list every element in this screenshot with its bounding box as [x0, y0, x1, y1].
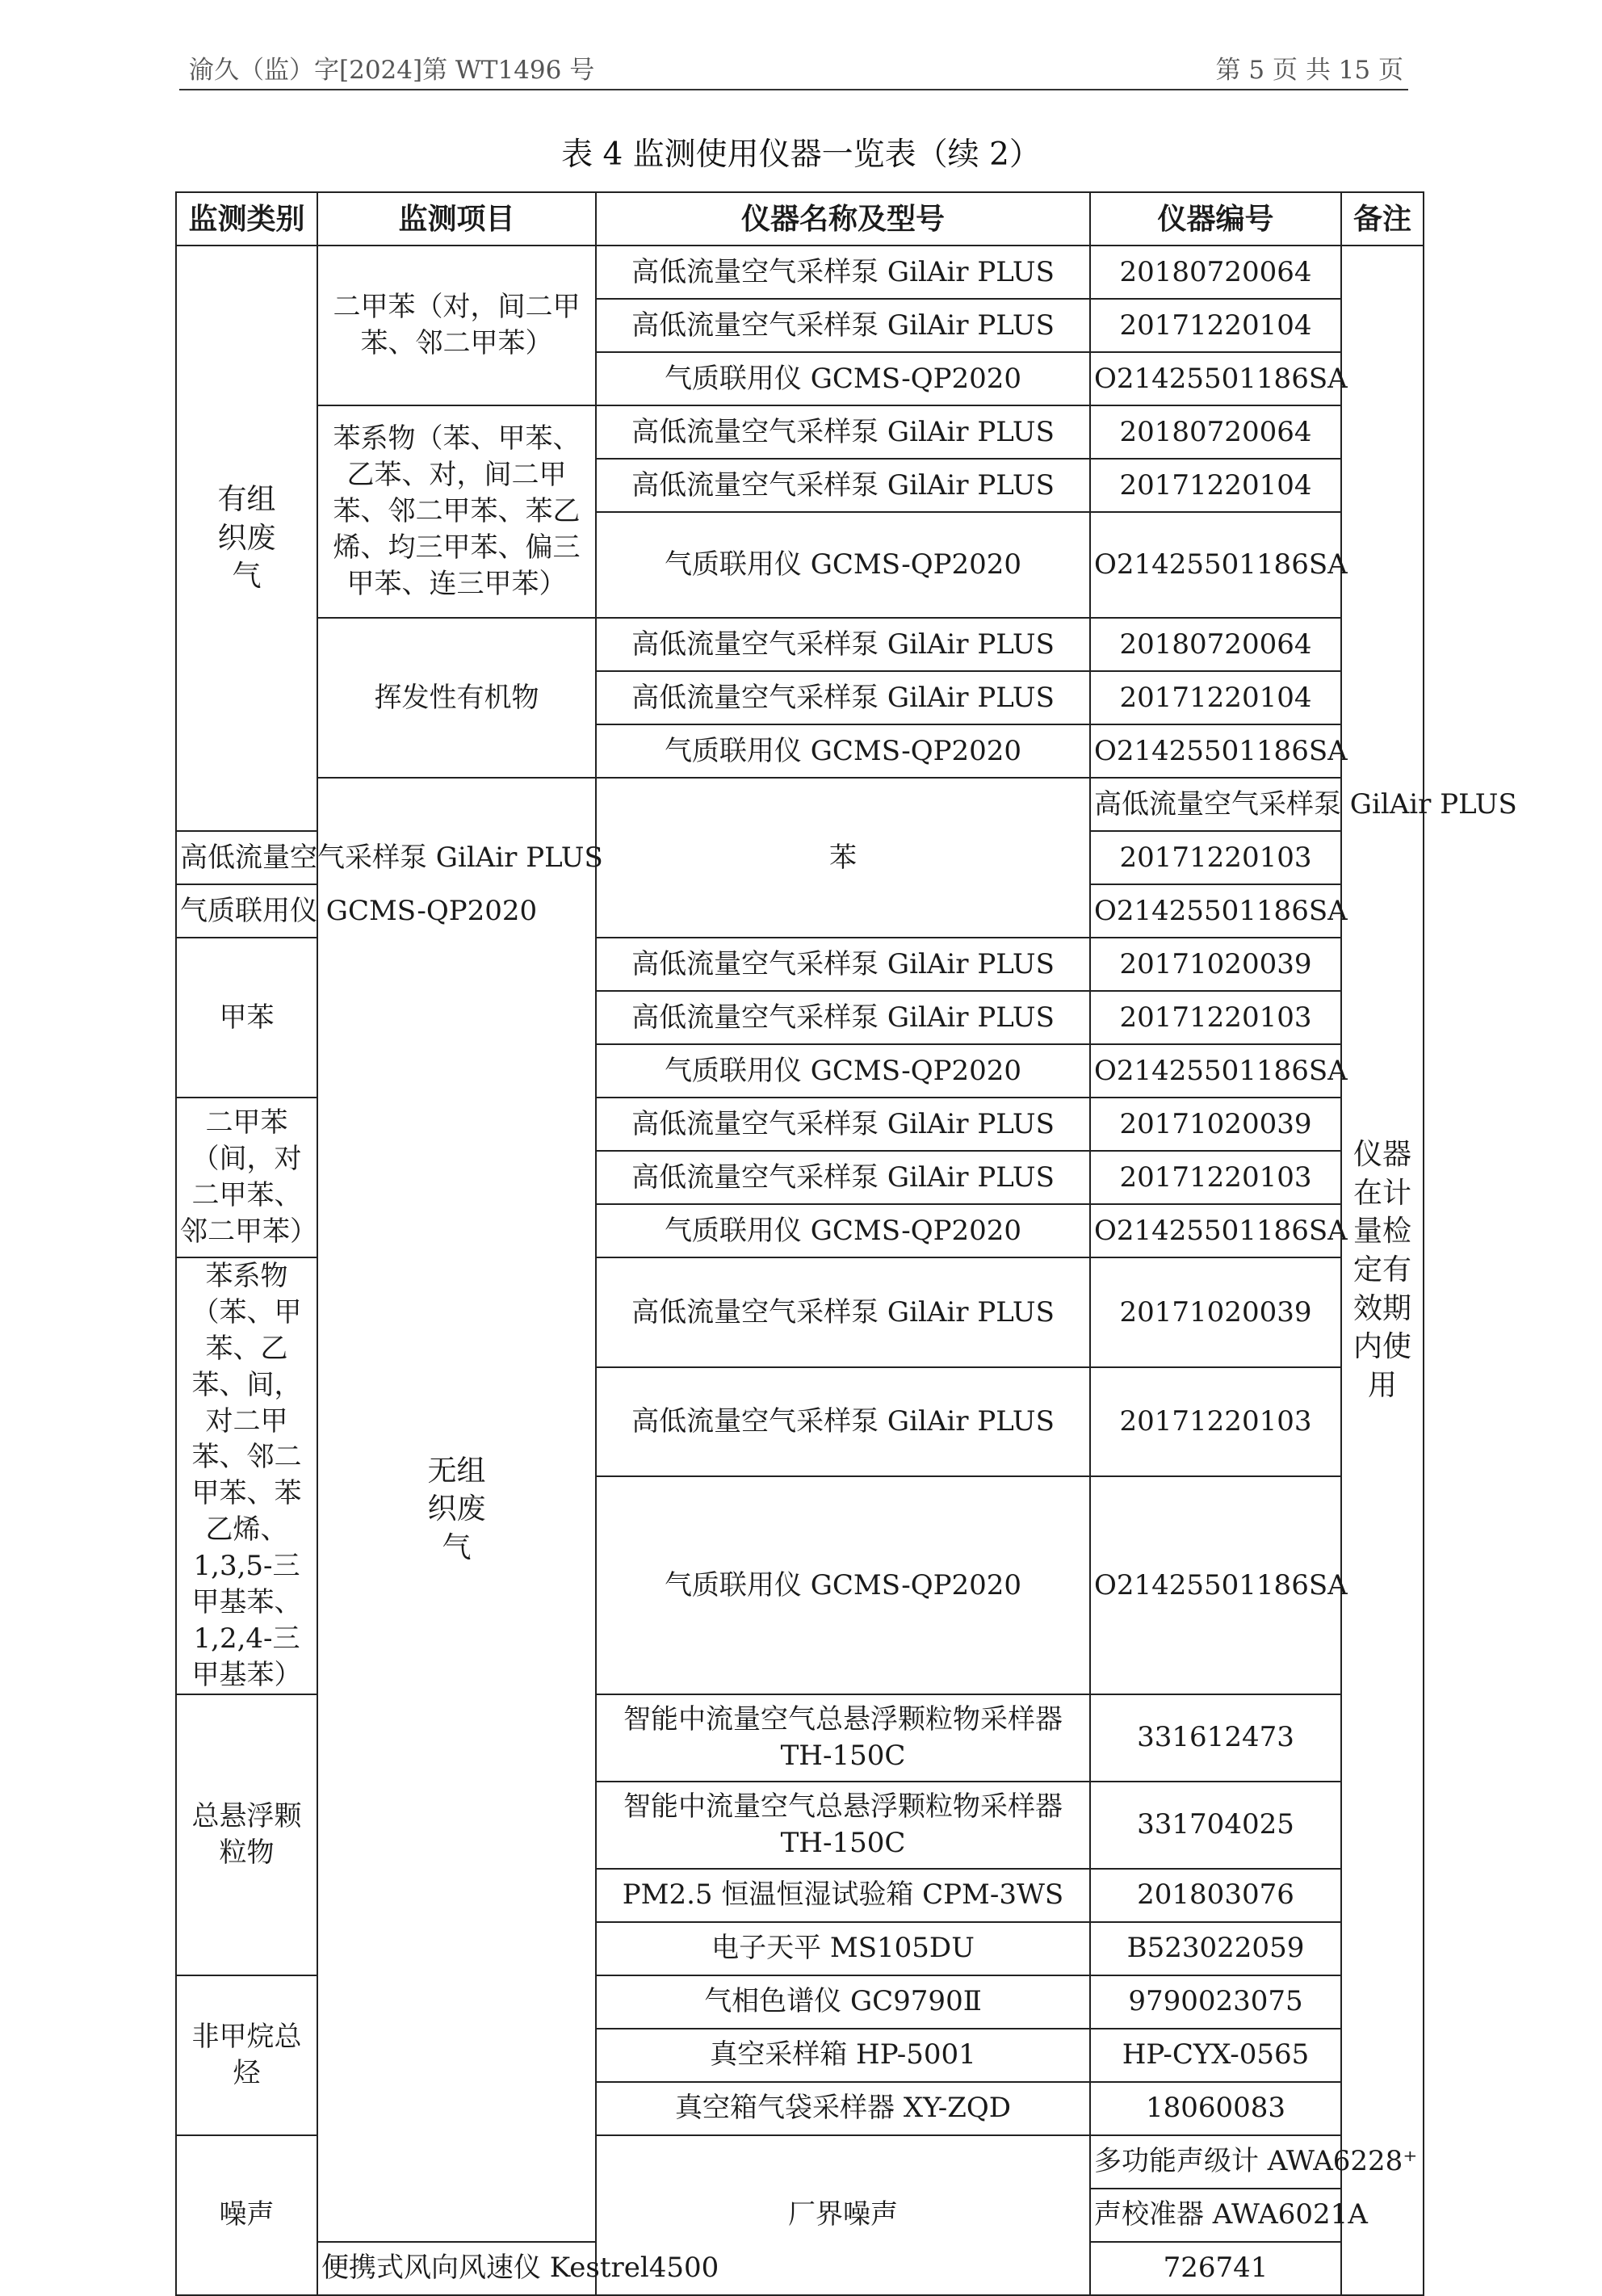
instrument-cell: 高低流量空气采样泵 GilAir PLUS: [596, 671, 1090, 724]
instrument-cell: 高低流量空气采样泵 GilAir PLUS: [596, 618, 1090, 671]
number-cell: 20171220104: [1090, 299, 1341, 352]
category-cell: 噪声: [176, 2135, 317, 2295]
instrument-cell: 气质联用仪 GCMS-QP2020: [596, 1204, 1090, 1257]
number-cell: 20171220104: [1090, 671, 1341, 724]
instrument-cell: 高低流量空气采样泵 GilAir PLUS: [596, 1257, 1090, 1367]
column-header-instrument: 仪器名称及型号: [596, 192, 1090, 246]
instrument-cell: 气质联用仪 GCMS-QP2020: [176, 884, 317, 938]
column-header-item: 监测项目: [317, 192, 596, 246]
number-cell: O21425501186SA: [1090, 512, 1341, 618]
instrument-cell: 智能中流量空气总悬浮颗粒物采样器 TH-150C: [596, 1782, 1090, 1869]
page-indicator: 第 5 页 共 15 页: [1215, 56, 1403, 85]
column-header-remark: 备注: [1341, 192, 1424, 246]
instrument-cell: 高低流量空气采样泵 GilAir PLUS: [176, 831, 317, 884]
instrument-cell: 气质联用仪 GCMS-QP2020: [596, 724, 1090, 778]
number-cell: 20180720064: [1090, 246, 1341, 299]
table-row: [176, 405, 1424, 459]
item-cell: 甲苯: [176, 938, 317, 1098]
item-cell: 二甲苯（间，对二甲苯、邻二甲苯）: [176, 1098, 317, 1257]
number-cell: 20180720064: [1090, 618, 1341, 671]
instrument-cell: 气相色谱仪 GC9790Ⅱ: [596, 1975, 1090, 2029]
instrument-cell: 多功能声级计 AWA6228⁺: [1090, 2135, 1341, 2189]
number-cell: 20171220103: [1090, 1151, 1341, 1204]
instrument-cell: 声校准器 AWA6021A: [1090, 2189, 1341, 2242]
instrument-cell: 高低流量空气采样泵 GilAir PLUS: [596, 405, 1090, 459]
column-header-number: 仪器编号: [1090, 192, 1341, 246]
instrument-cell: 真空箱气袋采样器 XY-ZQD: [596, 2082, 1090, 2135]
table-title: 表 4 监测使用仪器一览表（续 2）: [561, 136, 1041, 173]
instrument-cell: 智能中流量空气总悬浮颗粒物采样器 TH-150C: [596, 1694, 1090, 1782]
table-row: [176, 618, 1424, 671]
number-cell: O21425501186SA: [1090, 1204, 1341, 1257]
instrument-table: [175, 191, 1517, 2296]
item-cell: 苯系物（苯、甲苯、乙苯、间，对二甲苯、邻二甲苯、苯乙烯、1,3,5-三甲基苯、1,2,4-三甲基苯）: [176, 1257, 317, 1694]
instrument-cell: PM2.5 恒温恒湿试验箱 CPM-3WS: [596, 1869, 1090, 1922]
instrument-cell: 高低流量空气采样泵 GilAir PLUS: [596, 246, 1090, 299]
instrument-cell: 高低流量空气采样泵 GilAir PLUS: [596, 1151, 1090, 1204]
item-cell: 厂界噪声: [596, 2135, 1090, 2295]
item-cell: 非甲烷总烃: [176, 1975, 317, 2135]
number-cell: O21425501186SA: [1090, 884, 1341, 938]
instrument-cell: 高低流量空气采样泵 GilAir PLUS: [596, 459, 1090, 512]
number-cell: 331612473: [1090, 1694, 1341, 1782]
number-cell: 20171220103: [1090, 1367, 1341, 1477]
report-number: 渝久（监）字[2024]第 WT1496 号: [189, 56, 595, 85]
instrument-cell: 高低流量空气采样泵 GilAir PLUS: [596, 1098, 1090, 1151]
instrument-cell: 气质联用仪 GCMS-QP2020: [596, 1476, 1090, 1694]
instrument-cell: 高低流量空气采样泵 GilAir PLUS: [596, 938, 1090, 991]
number-cell: 331704025: [1090, 1782, 1341, 1869]
instrument-cell: 气质联用仪 GCMS-QP2020: [596, 352, 1090, 405]
number-cell: 20171020039: [1090, 938, 1341, 991]
instrument-cell: 高低流量空气采样泵 GilAir PLUS: [1090, 778, 1341, 831]
number-cell: 18060083: [1090, 2082, 1341, 2135]
table-row: [176, 246, 1424, 299]
item-cell: 总悬浮颗粒物: [176, 1694, 317, 1975]
number-cell: 9790023075: [1090, 1975, 1341, 2029]
number-cell: 726741: [1090, 2242, 1341, 2295]
instrument-cell: 电子天平 MS105DU: [596, 1922, 1090, 1975]
number-cell: 20171020039: [1090, 1257, 1341, 1367]
instrument-cell: 便携式风向风速仪 Kestrel4500: [317, 2242, 596, 2295]
table-header-row: [176, 192, 1424, 246]
number-cell: 20180720064: [1090, 405, 1341, 459]
category-cell: 无组织废气: [317, 778, 596, 2242]
page-header: [179, 50, 1408, 90]
number-cell: O21425501186SA: [1090, 1044, 1341, 1098]
number-cell: 20171220103: [1090, 991, 1341, 1044]
instrument-cell: 真空采样箱 HP-5001: [596, 2029, 1090, 2082]
instrument-cell: 高低流量空气采样泵 GilAir PLUS: [596, 299, 1090, 352]
item-cell: 苯系物（苯、甲苯、乙苯、对，间二甲苯、邻二甲苯、苯乙烯、均三甲苯、偏三甲苯、连三甲苯）: [317, 405, 596, 618]
item-cell: 二甲苯（对，间二甲苯、邻二甲苯）: [317, 246, 596, 405]
table-row: [176, 778, 1424, 831]
number-cell: 20171220104: [1090, 459, 1341, 512]
number-cell: O21425501186SA: [1090, 724, 1341, 778]
number-cell: 20171020039: [1090, 1098, 1341, 1151]
number-cell: O21425501186SA: [1090, 1476, 1341, 1694]
instrument-cell: 气质联用仪 GCMS-QP2020: [596, 512, 1090, 618]
number-cell: 201803076: [1090, 1869, 1341, 1922]
instrument-cell: 高低流量空气采样泵 GilAir PLUS: [596, 1367, 1090, 1477]
remark-cell: 仪器在计量检定有效期内使用: [1341, 246, 1424, 2295]
item-cell: 挥发性有机物: [317, 618, 596, 778]
instrument-cell: 气质联用仪 GCMS-QP2020: [596, 1044, 1090, 1098]
number-cell: HP-CYX-0565: [1090, 2029, 1341, 2082]
number-cell: 20171220103: [1090, 831, 1341, 884]
item-cell: 苯: [596, 778, 1090, 938]
instrument-cell: 高低流量空气采样泵 GilAir PLUS: [596, 991, 1090, 1044]
number-cell: B523022059: [1090, 1922, 1341, 1975]
number-cell: O21425501186SA: [1090, 352, 1341, 405]
column-header-category: 监测类别: [176, 192, 317, 246]
category-cell: 有组织废气: [176, 246, 317, 831]
